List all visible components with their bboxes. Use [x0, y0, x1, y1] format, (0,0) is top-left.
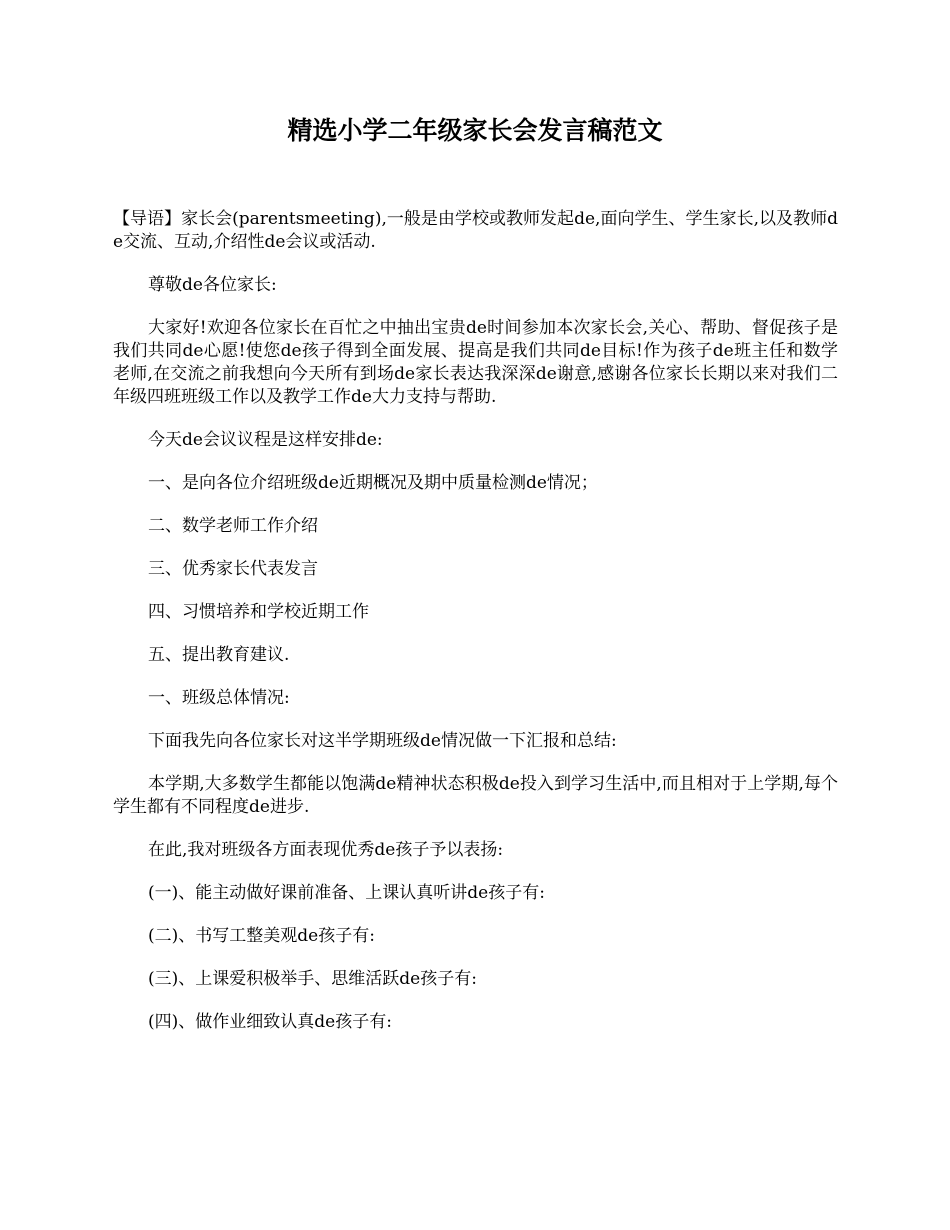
agenda-item-5: 五、提出教育建议.	[148, 645, 290, 665]
document-title: 精选小学二年级家长会发言稿范文	[287, 116, 663, 145]
praise-item-3: (三)、上课爱积极举手、思维活跃de孩子有:	[148, 969, 477, 989]
praise-item-1: (一)、能主动做好课前准备、上课认真听讲de孩子有:	[148, 883, 545, 903]
agenda-item-4: 四、习惯培养和学校近期工作	[148, 602, 369, 622]
semester-paragraph: 本学期,大多数学生都能以饱满de精神状态积极de投入到学习生活中,而且相对于上学期,每个学生都有不同程度de进步.	[113, 774, 838, 817]
praise-item-4: (四)、做作业细致认真de孩子有:	[148, 1012, 392, 1032]
section-heading-class-overview: 一、班级总体情况:	[148, 688, 290, 708]
report-intro: 下面我先向各位家长对这半学期班级de情况做一下汇报和总结:	[148, 731, 617, 751]
welcome-paragraph: 大家好!欢迎各位家长在百忙之中抽出宝贵de时间参加本次家长会,关心、帮助、督促孩子是我们共同de心愿!使您de孩子得到全面发展、提高是我们共同de目标!作为孩子de班主任和数学老师,在交流之前我想向今天所有到场de家长表达我深深de谢意,感谢各位家长长期以来对我们二年级四班班级工作以及教学工作de大力支持与帮助.	[113, 318, 838, 407]
agenda-item-1: 一、是向各位介绍班级de近期概况及期中质量检测de情况；	[148, 473, 598, 493]
agenda-intro: 今天de会议议程是这样安排de:	[148, 430, 383, 450]
agenda-item-3: 三、优秀家长代表发言	[148, 559, 318, 579]
intro-paragraph: 【导语】家长会(parentsmeeting),一般是由学校或教师发起de,面向学生、学生家长,以及教师de交流、互动,介绍性de会议或活动.	[113, 209, 838, 252]
praise-item-2: (二)、书写工整美观de孩子有:	[148, 926, 375, 946]
agenda-item-2: 二、数学老师工作介绍	[148, 516, 318, 536]
document-body	[113, 208, 838, 1054]
praise-intro: 在此,我对班级各方面表现优秀de孩子予以表扬:	[148, 840, 504, 860]
salutation: 尊敬de各位家长:	[148, 275, 277, 295]
